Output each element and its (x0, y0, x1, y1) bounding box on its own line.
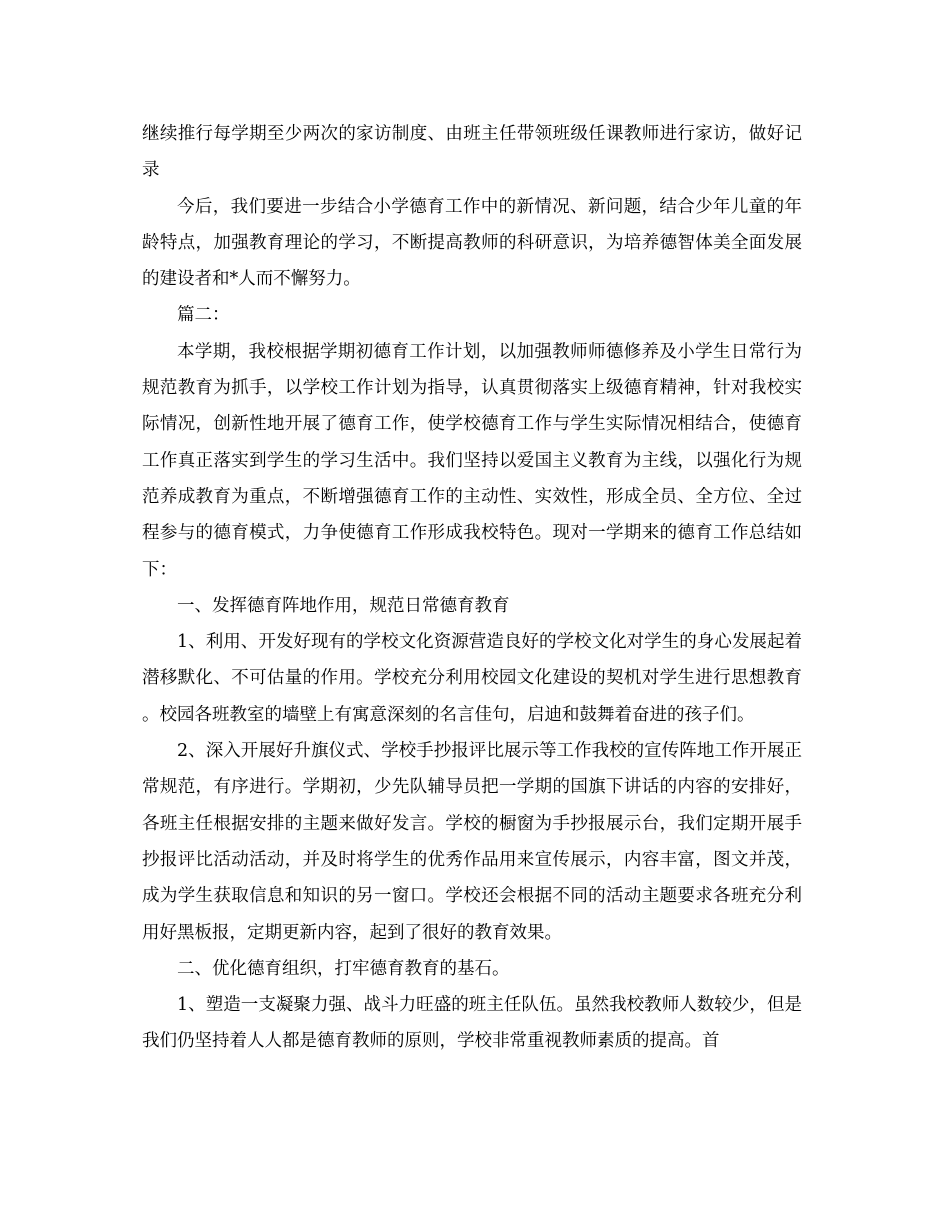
paragraph-continuation: 继续推行每学期至少两次的家访制度、由班主任带领班级任课教师进行家访，做好记录 (142, 124, 802, 181)
heading-section-two: 二、优化德育组织，打牢德育教育的基石。 (177, 958, 510, 979)
paragraph-item-2-1: 1、塑造一支凝聚力强、战斗力旺盛的班主任队伍。虽然我校教师人数较少，但是我们仍坚持着人人都是德育教师的原则，学校非常重视教师素质的提高。首 (142, 995, 802, 1052)
paragraph-intro: 本学期，我校根据学期初德育工作计划，以加强教师师德修养及小学生日常行为规范教育为抓手，以学校工作计划为指导，认真贯彻落实上级德育精神，针对我校实际情况，创新性地开展了德育工作，使学校德育工作与学生实际情况相结合，使德育工作真正落实到学生的学习生活中。我们坚持以爱国主义教育为主线，以强化行为规范养成教育为重点，不断增强德育工作的主动性、实效性，形成全员、全方位、全过程参与的德育模式，力争使德育工作形成我校特色。现对一学期来的德育工作总结如下： (142, 341, 802, 580)
section-heading-part-two: 篇二： (177, 305, 230, 326)
document-body (142, 116, 802, 1060)
heading-section-one: 一、发挥德育阵地作用，规范日常德育教育 (177, 595, 510, 616)
paragraph-item-1: 1、利用、开发好现有的学校文化资源营造良好的学校文化对学生的身心发展起着潜移默化、不可估量的作用。学校充分利用校园文化建设的契机对学生进行思想教育。校园各班教室的墙壁上有寓意深刻的名言佳句，启迪和鼓舞着奋进的孩子们。 (142, 632, 802, 725)
paragraph-future-plans: 今后，我们要进一步结合小学德育工作中的新情况、新问题，结合少年儿童的年龄特点，加强教育理论的学习，不断提高教师的科研意识，为培养德智体美全面发展的建设者和*人而不懈努力。 (142, 196, 802, 290)
paragraph-item-2: 2、深入开展好升旗仪式、学校手抄报评比展示等工作我校的宣传阵地工作开展正常规范，有序进行。学期初，少先队辅导员把一学期的国旗下讲话的内容的安排好，各班主任根据安排的主题来做好发言。学校的橱窗为手抄报展示台，我们定期开展手抄报评比活动活动，并及时将学生的优秀作品用来宣传展示，内容丰富，图文并茂，成为学生获取信息和知识的另一窗口。学校还会根据不同的活动主题要求各班充分利用好黑板报，定期更新内容，起到了很好的教育效果。 (142, 741, 802, 943)
